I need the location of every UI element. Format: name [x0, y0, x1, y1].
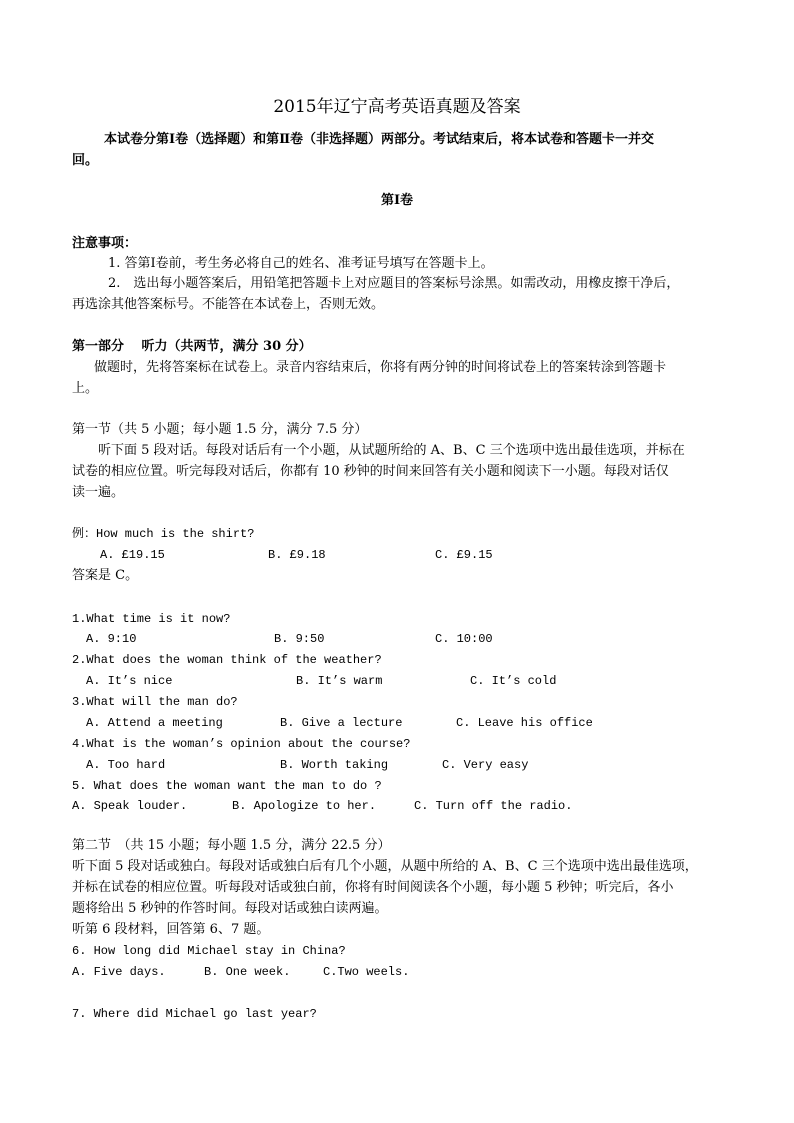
- question-1-option-a: A. 9:10: [86, 632, 137, 646]
- part1-heading: 第一部分 听力（共两节，满分 30 分）: [72, 339, 312, 354]
- question-3-option-a: A. Attend a meeting: [86, 716, 223, 730]
- section2-heading: 第二节 （共 15 小题；每小题 1.5 分，满分 22.5 分）: [72, 838, 391, 853]
- question-3: 3.What will the man do?: [72, 695, 238, 709]
- question-1-option-c: C. 10:00: [435, 632, 493, 646]
- section1-instruction-end: 读一遍。: [72, 485, 125, 500]
- example-option-a: A. £19.15: [100, 548, 165, 562]
- question-6-option-a: A. Five days.: [72, 965, 166, 979]
- notice-item-1: 1. 答第Ⅰ卷前，考生务必将自己的姓名、准考证号填写在答题卡上。: [108, 256, 494, 271]
- question-2-option-c: C. It’s cold: [470, 674, 557, 688]
- question-4-option-b: B. Worth taking: [280, 758, 389, 772]
- section1-heading: 第一节（共 5 小题；每小题 1.5 分，满分 7.5 分）: [72, 422, 368, 437]
- section1-instruction: 听下面 5 段对话。每段对话后有一个小题，从试题所给的 A、B、C 三个选项中选出最佳选项，并标在: [98, 443, 685, 458]
- example-answer: 答案是 C。: [72, 568, 139, 583]
- section2-instruction: 听下面 5 段对话或独白。每段对话或独白后有几个小题，从题中所给的 A、B、C 三个选项中选出最佳选项，: [72, 859, 698, 874]
- question-4-option-a: A. Too hard: [86, 758, 166, 772]
- question-5: 5. What does the woman want the man to do ?: [72, 779, 382, 793]
- question-4-option-c: C. Very easy: [442, 758, 529, 772]
- intro-line-1: 本试卷分第Ⅰ卷（选择题）和第Ⅱ卷（非选择题）两部分。考试结束后，将本试卷和答题卡一并交: [104, 132, 655, 147]
- section2-instruction-end: 题将给出 5 秒钟的作答时间。每段对话或独白读两遍。: [72, 901, 388, 916]
- volume-title: 第Ⅰ卷: [380, 193, 414, 208]
- section1-instruction-cont: 试卷的相应位置。听完每段对话后，你都有 10 秒钟的时间来回答有关小题和阅读下一小题。每段对话仅: [72, 464, 669, 479]
- material-6-instruction: 听第 6 段材料，回答第 6、7 题。: [72, 922, 270, 937]
- question-2: 2.What does the woman think of the weather?: [72, 653, 382, 667]
- notice-item-2: 2. 选出每小题答案后，用铅笔把答题卡上对应题目的答案标号涂黑。如需改动，用橡皮擦干净后，: [108, 276, 680, 291]
- question-6-option-b: B. One week.: [204, 965, 291, 979]
- question-3-option-c: C. Leave his office: [456, 716, 593, 730]
- question-5-option-c: C. Turn off the radio.: [414, 799, 573, 813]
- example-option-c: C. £9.15: [435, 548, 493, 562]
- example-question: 例：How much is the shirt?: [72, 527, 255, 541]
- question-6: 6. How long did Michael stay in China?: [72, 944, 346, 958]
- example-option-b: B. £9.18: [268, 548, 326, 562]
- question-5-option-b: B. Apologize to her.: [232, 799, 377, 813]
- question-3-option-b: B. Give a lecture: [280, 716, 403, 730]
- question-4: 4.What is the woman’s opinion about the course?: [72, 737, 411, 751]
- intro-line-2: 回。: [72, 153, 99, 168]
- part1-instruction-cont: 上。: [72, 381, 99, 396]
- question-6-option-c: C.Two weels.: [323, 965, 410, 979]
- question-5-option-a: A. Speak louder.: [72, 799, 188, 813]
- question-2-option-a: A. It’s nice: [86, 674, 173, 688]
- notice-heading: 注意事项：: [72, 236, 138, 251]
- question-2-option-b: B. It’s warm: [296, 674, 383, 688]
- document-title: 2015年辽宁高考英语真题及答案: [273, 97, 521, 117]
- question-1-option-b: B. 9:50: [274, 632, 325, 646]
- section2-instruction-cont: 并标在试卷的相应位置。听每段对话或独白前，你将有时间阅读各个小题，每小题 5 秒钟；听完后，各小: [72, 880, 674, 895]
- part1-instruction: 做题时，先将答案标在试卷上。录音内容结束后，你将有两分钟的时间将试卷上的答案转涂到答题卡: [94, 360, 667, 375]
- question-1: 1.What time is it now?: [72, 612, 231, 626]
- question-7: 7. Where did Michael go last year?: [72, 1007, 317, 1021]
- notice-item-2-cont: 再选涂其他答案标号。不能答在本试卷上，否则无效。: [72, 297, 385, 312]
